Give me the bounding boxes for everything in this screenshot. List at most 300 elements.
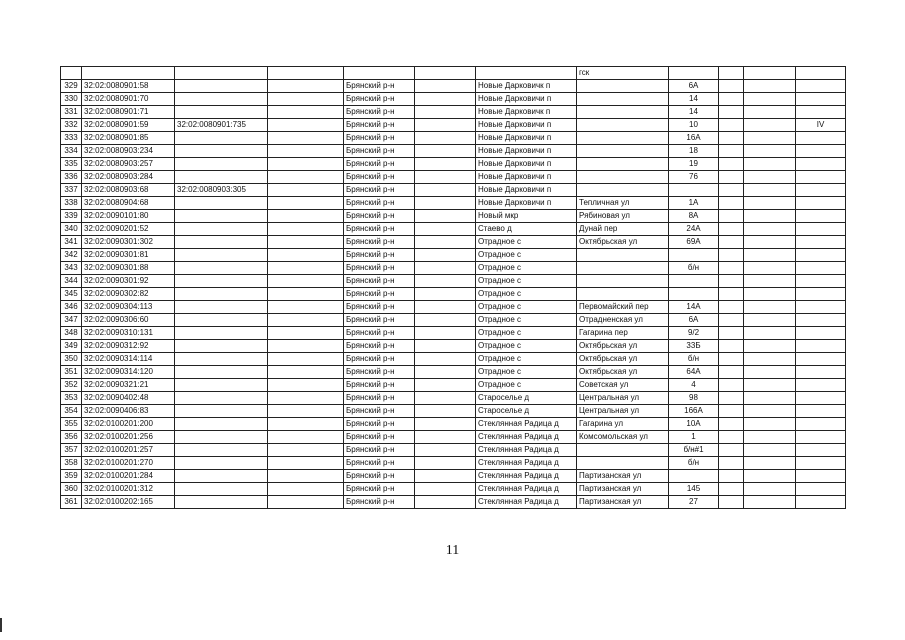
cell-district: Брянский р-н: [344, 249, 415, 262]
cell-street: [577, 457, 669, 470]
cell-row-number: 330: [61, 93, 82, 106]
cell-col-6: [415, 288, 476, 301]
cell-col-4: [268, 379, 344, 392]
cell-category: [796, 444, 846, 457]
cell-col-10: [719, 496, 744, 509]
cell-street: Октябрьская ул: [577, 236, 669, 249]
cell-district: Брянский р-н: [344, 418, 415, 431]
cell-category: [796, 418, 846, 431]
table-row: [61, 275, 846, 288]
cell-col-6: [415, 158, 476, 171]
cell-col-10: [719, 353, 744, 366]
cell-cadastral-number: 32:02:0080903:257: [82, 158, 175, 171]
cell-cadastral-number: 32:02:0090301:92: [82, 275, 175, 288]
cell-district: Брянский р-н: [344, 340, 415, 353]
cell-col-4: [268, 93, 344, 106]
cell-category: IV: [796, 119, 846, 132]
cell-street: [577, 80, 669, 93]
cell-category: [796, 353, 846, 366]
cell-col-6: [415, 457, 476, 470]
table-row: [61, 379, 846, 392]
cell-row-number: 342: [61, 249, 82, 262]
cell-col-4: [268, 210, 344, 223]
cell-row-number: 347: [61, 314, 82, 327]
cell-col-11: [744, 93, 796, 106]
cell-row-number: 358: [61, 457, 82, 470]
cell-settlement: Стеклянная Радица д: [476, 483, 577, 496]
cell-col-4: [268, 80, 344, 93]
table-row: [61, 418, 846, 431]
cell-house-number: б/н: [669, 353, 719, 366]
cell-parent-number: [175, 262, 268, 275]
cell-settlement: Отрадное с: [476, 301, 577, 314]
cell-district: Брянский р-н: [344, 288, 415, 301]
cell-col-11: [744, 353, 796, 366]
cell-street: [577, 184, 669, 197]
cell-district: Брянский р-н: [344, 470, 415, 483]
cell-cadastral-number: 32:02:0090101:80: [82, 210, 175, 223]
cell-street: [577, 93, 669, 106]
cell-district: Брянский р-н: [344, 80, 415, 93]
cell-cadastral-number: 32:02:0100201:284: [82, 470, 175, 483]
cell-cadastral-number: 32:02:0080903:234: [82, 145, 175, 158]
cell-col-4: [268, 314, 344, 327]
cell-col-4: [268, 197, 344, 210]
cell-cadastral-number: 32:02:0080901:58: [82, 80, 175, 93]
cell-settlement: Отрадное с: [476, 262, 577, 275]
cell-settlement: Отрадное с: [476, 314, 577, 327]
cell-col-6: [415, 379, 476, 392]
cell-col-6: [415, 132, 476, 145]
cell-cadastral-number: 32:02:0090201:52: [82, 223, 175, 236]
cell-row-number: 346: [61, 301, 82, 314]
cell-settlement: Отрадное с: [476, 353, 577, 366]
cell-col-11: [744, 301, 796, 314]
cell-category: [796, 106, 846, 119]
cell-settlement: Стеклянная Радица д: [476, 444, 577, 457]
cell-house-number: 98: [669, 392, 719, 405]
cell-cadastral-number: 32:02:0100201:200: [82, 418, 175, 431]
cell-col-4: [268, 444, 344, 457]
cell-col-6: [415, 392, 476, 405]
table-row: [61, 158, 846, 171]
cell-row-number: 336: [61, 171, 82, 184]
cell-row-number: 341: [61, 236, 82, 249]
table-row: [61, 171, 846, 184]
cell-street: [577, 171, 669, 184]
cell-row-number: 361: [61, 496, 82, 509]
cell-col-11: [744, 106, 796, 119]
cell-category: [796, 171, 846, 184]
cell-col-6: [415, 340, 476, 353]
cell-street: Партизанская ул: [577, 470, 669, 483]
cell-col-6: [415, 184, 476, 197]
cell-row-number: 352: [61, 379, 82, 392]
cell-category: [796, 288, 846, 301]
cell-street: [577, 145, 669, 158]
cell-col-10: [719, 171, 744, 184]
cell-col-6: [415, 314, 476, 327]
cell-parent-number: [175, 275, 268, 288]
cell-row-number: 360: [61, 483, 82, 496]
cell-parent-number: [175, 106, 268, 119]
table-row: [61, 314, 846, 327]
cell-house-number: 145: [669, 483, 719, 496]
cell-col-11: [744, 223, 796, 236]
cell-col-11: [744, 470, 796, 483]
cell-cadastral-number: 32:02:0100201:270: [82, 457, 175, 470]
cell-street: Рябиновая ул: [577, 210, 669, 223]
cell-house-number: 6А: [669, 314, 719, 327]
cell-col-10: [719, 301, 744, 314]
cell-parent-number: [175, 249, 268, 262]
cell-house-number: 1: [669, 431, 719, 444]
table-row: [61, 80, 846, 93]
cell-category: [796, 158, 846, 171]
cell-street: Гагарина ул: [577, 418, 669, 431]
cell-category: [796, 405, 846, 418]
cell-col-4: [268, 262, 344, 275]
cell-cadastral-number: 32:02:0080901:70: [82, 93, 175, 106]
cell-col-11: [744, 171, 796, 184]
cell-settlement: Стеклянная Радица д: [476, 457, 577, 470]
cell-category: [796, 184, 846, 197]
cell-col-10: [719, 379, 744, 392]
cell-settlement: Отрадное с: [476, 340, 577, 353]
page-number: 11: [445, 543, 460, 558]
cell-cadastral-number: 32:02:0090301:88: [82, 262, 175, 275]
cell-settlement: Отрадное с: [476, 366, 577, 379]
cell-settlement: Новые Дарковичи п: [476, 145, 577, 158]
cell-category: [796, 262, 846, 275]
cell-district: Брянский р-н: [344, 119, 415, 132]
cell-col-10: [719, 275, 744, 288]
cell-district: Брянский р-н: [344, 106, 415, 119]
cell-row-number: 334: [61, 145, 82, 158]
cell-parent-number: [175, 327, 268, 340]
cell-parent-number: [175, 145, 268, 158]
cell-col-6: [415, 197, 476, 210]
cell-col-4: [268, 353, 344, 366]
cell-category: [796, 366, 846, 379]
cell-settlement: Отрадное с: [476, 236, 577, 249]
cell-settlement: Стеклянная Радица д: [476, 470, 577, 483]
cell-settlement: Новые Дарковичк п: [476, 106, 577, 119]
cell-settlement: Стаево д: [476, 223, 577, 236]
cell-cadastral-number: 32:02:0080901:59: [82, 119, 175, 132]
cell-cadastral-number: 32:02:0090302:82: [82, 288, 175, 301]
cell-col-6: [415, 223, 476, 236]
cell-row-number: 348: [61, 327, 82, 340]
cell-row-number: 329: [61, 80, 82, 93]
cell-district: Брянский р-н: [344, 379, 415, 392]
cell-category: [796, 275, 846, 288]
header-cell-parent-number: [175, 67, 268, 80]
cell-col-10: [719, 457, 744, 470]
cell-house-number: 8А: [669, 210, 719, 223]
cell-col-11: [744, 197, 796, 210]
cell-street: Дунай пер: [577, 223, 669, 236]
cell-cadastral-number: 32:02:0090301:302: [82, 236, 175, 249]
cell-col-10: [719, 366, 744, 379]
cell-col-6: [415, 119, 476, 132]
cell-row-number: 350: [61, 353, 82, 366]
cell-col-6: [415, 301, 476, 314]
cell-col-4: [268, 158, 344, 171]
cell-col-6: [415, 431, 476, 444]
cell-col-4: [268, 392, 344, 405]
cell-col-11: [744, 366, 796, 379]
cell-house-number: 1А: [669, 197, 719, 210]
cell-settlement: Новые Дарковичи п: [476, 184, 577, 197]
cell-cadastral-number: 32:02:0080903:68: [82, 184, 175, 197]
cell-col-11: [744, 483, 796, 496]
cell-row-number: 340: [61, 223, 82, 236]
cell-col-10: [719, 197, 744, 210]
cell-house-number: 14: [669, 106, 719, 119]
cell-house-number: 9/2: [669, 327, 719, 340]
cell-settlement: Отрадное с: [476, 379, 577, 392]
cell-cadastral-number: 32:02:0090306:60: [82, 314, 175, 327]
cell-col-6: [415, 405, 476, 418]
cell-row-number: 331: [61, 106, 82, 119]
cell-col-11: [744, 119, 796, 132]
cell-parent-number: [175, 483, 268, 496]
cell-settlement: Стеклянная Радица д: [476, 431, 577, 444]
cell-district: Брянский р-н: [344, 236, 415, 249]
cell-house-number: 18: [669, 145, 719, 158]
cell-settlement: Новые Дарковичи п: [476, 171, 577, 184]
cell-col-11: [744, 431, 796, 444]
cell-col-4: [268, 145, 344, 158]
cell-col-4: [268, 470, 344, 483]
cell-house-number: 16А: [669, 132, 719, 145]
cell-district: Брянский р-н: [344, 145, 415, 158]
cell-col-4: [268, 327, 344, 340]
cell-district: Брянский р-н: [344, 301, 415, 314]
cell-col-4: [268, 132, 344, 145]
table-row: [61, 197, 846, 210]
cell-house-number: 14: [669, 93, 719, 106]
cell-col-11: [744, 249, 796, 262]
cell-cadastral-number: 32:02:0100201:257: [82, 444, 175, 457]
cell-col-11: [744, 236, 796, 249]
cell-row-number: 339: [61, 210, 82, 223]
cell-col-10: [719, 210, 744, 223]
cell-row-number: 337: [61, 184, 82, 197]
cell-house-number: б/н#1: [669, 444, 719, 457]
cell-col-10: [719, 80, 744, 93]
cell-col-10: [719, 93, 744, 106]
cell-category: [796, 483, 846, 496]
table-row: [61, 496, 846, 509]
cell-house-number: [669, 275, 719, 288]
cell-cadastral-number: 32:02:0100201:312: [82, 483, 175, 496]
cell-col-6: [415, 145, 476, 158]
cell-category: [796, 392, 846, 405]
cell-row-number: 351: [61, 366, 82, 379]
cell-col-10: [719, 327, 744, 340]
cell-col-4: [268, 483, 344, 496]
table-row: [61, 223, 846, 236]
cell-col-6: [415, 106, 476, 119]
cell-district: Брянский р-н: [344, 366, 415, 379]
cell-parent-number: [175, 158, 268, 171]
cell-col-6: [415, 93, 476, 106]
table-row: [61, 444, 846, 457]
cell-row-number: 332: [61, 119, 82, 132]
cell-row-number: 338: [61, 197, 82, 210]
cell-col-10: [719, 184, 744, 197]
cell-street: [577, 444, 669, 457]
cell-district: Брянский р-н: [344, 171, 415, 184]
cell-parent-number: [175, 236, 268, 249]
table-row: [61, 145, 846, 158]
table-row: [61, 301, 846, 314]
cell-street: Центральная ул: [577, 392, 669, 405]
cell-district: Брянский р-н: [344, 483, 415, 496]
cell-col-10: [719, 249, 744, 262]
cell-district: Брянский р-н: [344, 275, 415, 288]
cell-street: Партизанская ул: [577, 496, 669, 509]
table-row: [61, 392, 846, 405]
cell-col-10: [719, 444, 744, 457]
table-row: [61, 327, 846, 340]
table-row: [61, 470, 846, 483]
cell-house-number: [669, 470, 719, 483]
cell-settlement: Отрадное с: [476, 288, 577, 301]
cell-col-4: [268, 236, 344, 249]
cell-house-number: [669, 249, 719, 262]
table-row: [61, 288, 846, 301]
cell-category: [796, 340, 846, 353]
cell-cadastral-number: 32:02:0090304:113: [82, 301, 175, 314]
cell-settlement: Староселье д: [476, 392, 577, 405]
cell-col-6: [415, 249, 476, 262]
cell-col-11: [744, 496, 796, 509]
cell-col-10: [719, 262, 744, 275]
cell-parent-number: [175, 340, 268, 353]
cell-house-number: б/н: [669, 457, 719, 470]
table-row: [61, 106, 846, 119]
table-row: [61, 405, 846, 418]
cell-col-4: [268, 431, 344, 444]
cell-house-number: 166А: [669, 405, 719, 418]
cell-street: Тепличная ул: [577, 197, 669, 210]
cell-house-number: 4: [669, 379, 719, 392]
cell-house-number: [669, 184, 719, 197]
cell-district: Брянский р-н: [344, 457, 415, 470]
cell-parent-number: 32:02:0080903:305: [175, 184, 268, 197]
cell-parent-number: [175, 405, 268, 418]
cell-col-10: [719, 106, 744, 119]
cell-row-number: 343: [61, 262, 82, 275]
cell-house-number: 27: [669, 496, 719, 509]
cell-parent-number: [175, 171, 268, 184]
cell-house-number: 64А: [669, 366, 719, 379]
cell-cadastral-number: 32:02:0090312:92: [82, 340, 175, 353]
cell-col-11: [744, 418, 796, 431]
cell-row-number: 356: [61, 431, 82, 444]
cell-district: Брянский р-н: [344, 210, 415, 223]
cell-col-10: [719, 223, 744, 236]
cell-settlement: Отрадное с: [476, 249, 577, 262]
cell-house-number: 14А: [669, 301, 719, 314]
cell-parent-number: [175, 379, 268, 392]
cell-settlement: Новые Дарковичи п: [476, 132, 577, 145]
cell-category: [796, 457, 846, 470]
table-row: [61, 457, 846, 470]
cell-col-11: [744, 379, 796, 392]
cell-parent-number: [175, 93, 268, 106]
table-row: [61, 249, 846, 262]
cell-settlement: Стеклянная Радица д: [476, 496, 577, 509]
cell-row-number: 335: [61, 158, 82, 171]
cell-district: Брянский р-н: [344, 392, 415, 405]
cell-row-number: 354: [61, 405, 82, 418]
cell-cadastral-number: 32:02:0090402:48: [82, 392, 175, 405]
header-cell-col-10: [719, 67, 744, 80]
cell-col-4: [268, 418, 344, 431]
cell-col-10: [719, 431, 744, 444]
cell-col-4: [268, 496, 344, 509]
cell-parent-number: [175, 197, 268, 210]
header-row: [61, 67, 846, 80]
cell-col-11: [744, 184, 796, 197]
cell-category: [796, 197, 846, 210]
cell-parent-number: [175, 223, 268, 236]
cell-category: [796, 301, 846, 314]
cell-col-10: [719, 236, 744, 249]
cell-parent-number: [175, 418, 268, 431]
table-row: [61, 431, 846, 444]
header-cell-cadastral-number: [82, 67, 175, 80]
cell-street: [577, 132, 669, 145]
table-row: [61, 483, 846, 496]
cell-col-11: [744, 80, 796, 93]
cell-street: Центральная ул: [577, 405, 669, 418]
cell-cadastral-number: 32:02:0100202:165: [82, 496, 175, 509]
table-row: [61, 353, 846, 366]
header-cell-col-6: [415, 67, 476, 80]
cell-cadastral-number: 32:02:0090314:114: [82, 353, 175, 366]
cell-col-4: [268, 275, 344, 288]
cell-street: [577, 158, 669, 171]
cell-col-4: [268, 288, 344, 301]
header-cell-row-number: [61, 67, 82, 80]
header-cell-col-11: [744, 67, 796, 80]
cell-col-11: [744, 210, 796, 223]
table-row: [61, 93, 846, 106]
cell-district: Брянский р-н: [344, 496, 415, 509]
cell-parent-number: [175, 210, 268, 223]
cell-house-number: 19: [669, 158, 719, 171]
cell-col-6: [415, 366, 476, 379]
cell-category: [796, 236, 846, 249]
header-cell-house-number: [669, 67, 719, 80]
cell-street: Отрадненская ул: [577, 314, 669, 327]
cell-col-6: [415, 496, 476, 509]
cell-category: [796, 223, 846, 236]
cell-street: Октябрьская ул: [577, 340, 669, 353]
cell-row-number: 357: [61, 444, 82, 457]
cell-col-4: [268, 301, 344, 314]
cell-settlement: Отрадное с: [476, 327, 577, 340]
header-cell-district: [344, 67, 415, 80]
cell-col-10: [719, 145, 744, 158]
cell-settlement: Новые Дарковичк п: [476, 80, 577, 93]
cell-district: Брянский р-н: [344, 314, 415, 327]
